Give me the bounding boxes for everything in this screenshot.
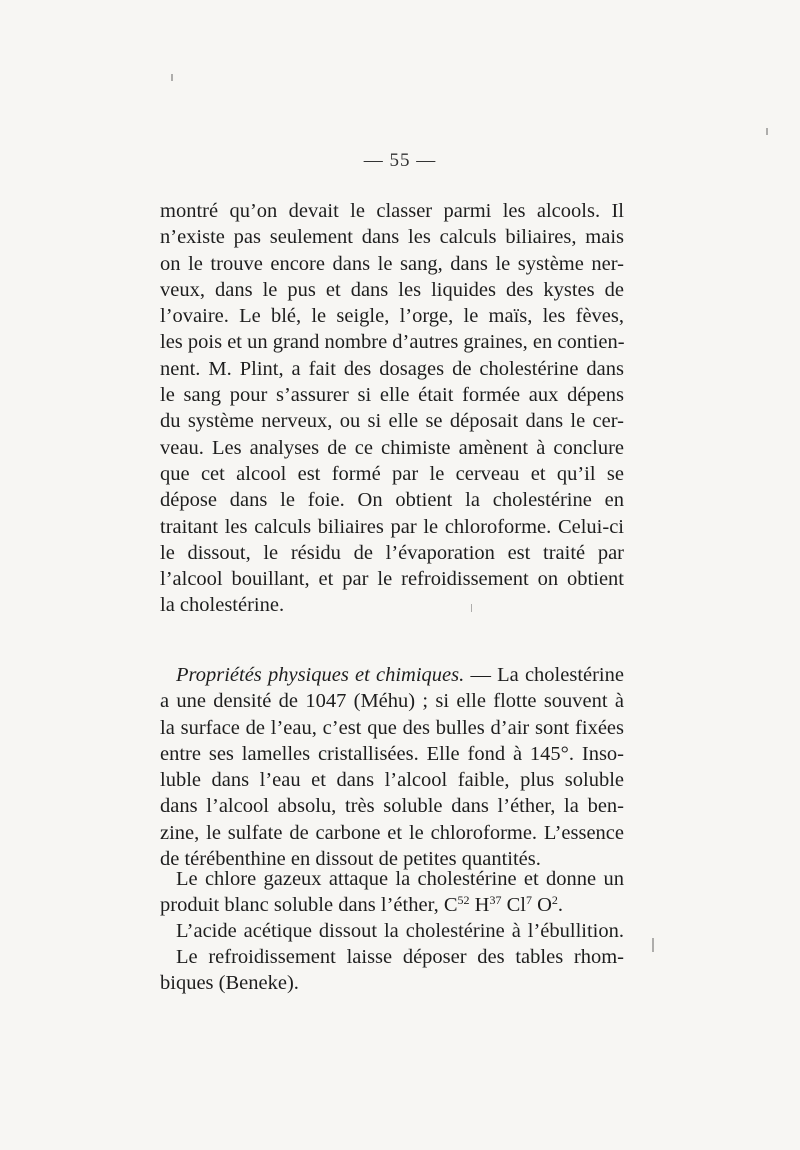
text-line: de térébenthine en dissout de petites quantités.	[160, 848, 541, 871]
text-line: zine, le sulfate de carbone et le chloroforme. L’essence	[160, 821, 624, 844]
text-line: que cet alcool est formé par le cerveau et qu’il se	[160, 462, 624, 485]
text-line: la cholestérine.	[160, 594, 285, 617]
text-line: on le trouve encore dans le sang, dans le système ner-	[160, 252, 624, 275]
formula-text: produit blanc soluble dans l’éther, C	[160, 894, 458, 917]
text-line: n’existe pas seulement dans les calculs biliaires, mais	[160, 226, 624, 249]
subscript-c: 52	[457, 893, 470, 908]
paragraph-1	[160, 198, 624, 619]
formula-end: .	[557, 894, 564, 917]
paragraph-2	[160, 662, 624, 872]
ink-speck	[766, 128, 768, 135]
text-line: entre ses lamelles cristallisées. Elle fond à 145°. Inso-	[160, 742, 624, 765]
text-line: L’acide acétique dissout la cholestérine à l’ébullition.	[176, 920, 624, 942]
ink-speck	[171, 74, 173, 81]
page-number: — 55 —	[363, 150, 437, 171]
text-line: veux, dans le pus et dans les liquides des kystes de	[160, 278, 624, 301]
text-line: le dissout, le résidu de l’évaporation est traité par	[160, 541, 624, 564]
text-line: biques (Beneke).	[160, 972, 299, 995]
text-line: dépose dans le foie. On obtient la cholestérine en	[160, 489, 624, 512]
text-line: la surface de l’eau, c’est que des bulles d’air sont fixées	[160, 716, 624, 739]
text-line: a une densité de 1047 (Méhu) ; si elle flotte souvent à	[160, 690, 624, 713]
text-line: dans l’alcool absolu, très soluble dans l’éther, la ben-	[160, 795, 624, 818]
text-line: Le chlore gazeux attaque la cholestérine et donne un	[176, 868, 624, 890]
section-heading-line	[160, 662, 624, 688]
text-line: nent. M. Plint, a fait des dosages de cholestérine dans	[160, 357, 624, 380]
text-line: Le refroidissement laisse déposer des tables rhom-	[176, 946, 624, 968]
formula-cl: Cl	[501, 894, 526, 917]
text-line: traitant les calculs biliaires par le chloroforme. Celui-ci	[160, 515, 624, 538]
ink-speck	[652, 938, 654, 952]
subscript-o: 2	[551, 893, 558, 908]
subscript-h: 37	[489, 893, 502, 908]
text-line: du système nerveux, ou si elle se déposait dans le cer-	[160, 410, 624, 433]
text-line: l’alcool bouillant, et par le refroidissement on obtient	[160, 568, 624, 591]
formula-o: O	[531, 894, 552, 917]
text-line: veau. Les analyses de ce chimiste amènent à conclure	[160, 436, 624, 459]
text-line: les pois et un grand nombre d’autres graines, en contien-	[160, 331, 625, 354]
subscript-cl: 7	[525, 893, 532, 908]
formula-line	[160, 892, 624, 918]
paragraph-3	[160, 866, 624, 919]
text-line: le sang pour s’assurer si elle était formée aux dépens	[160, 384, 624, 407]
paragraph-4	[160, 918, 624, 944]
section-heading: Propriétés physiques et chimiques.	[176, 664, 465, 686]
text-line: l’ovaire. Le blé, le seigle, l’orge, le maïs, les fèves,	[160, 305, 624, 328]
text-line: luble dans l’eau et dans l’alcool faible, plus soluble	[160, 769, 624, 792]
heading-continuation: — La cholestérine	[464, 664, 624, 686]
paragraph-5	[160, 944, 624, 997]
formula-h: H	[469, 894, 490, 917]
text-line: montré qu’on devait le classer parmi les alcools. Il	[160, 200, 624, 222]
